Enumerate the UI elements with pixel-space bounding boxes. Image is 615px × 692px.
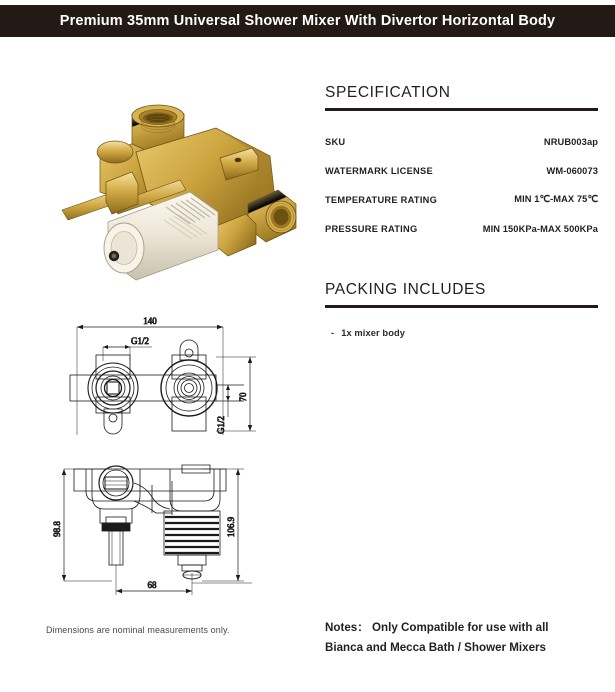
dimension-width-140	[77, 325, 223, 435]
dim-label-98-8: 98.8	[52, 521, 62, 537]
page-title: Premium 35mm Universal Shower Mixer With Divertor Horizontal Body	[59, 13, 556, 29]
spec-label: WATERMARK LICENSE	[325, 165, 433, 176]
dimensions-caption: Dimensions are nominal measurements only.	[46, 625, 230, 635]
table-row	[325, 185, 598, 214]
spec-value: MIN 150KPa-MAX 500KPa	[482, 223, 598, 234]
specification-divider	[325, 108, 598, 111]
notes-line-2: Bianca and Mecca Bath / Shower Mixers	[325, 641, 547, 654]
spec-value: WM-060073	[546, 165, 598, 176]
spec-label: TEMPERATURE RATING	[325, 194, 438, 205]
packing-section	[325, 281, 598, 338]
dim-label-70: 70	[238, 392, 248, 402]
dimension-height-106-9	[202, 469, 244, 581]
spec-label: SKU	[325, 136, 346, 147]
spec-value: NRUB003ap	[543, 136, 598, 147]
list-item	[325, 328, 598, 338]
spec-label: PRESSURE RATING	[325, 223, 418, 234]
specification-section	[325, 84, 598, 243]
spec-value: MIN 1℃-MAX 75℃	[514, 194, 598, 204]
product-photo	[40, 100, 302, 282]
specification-table	[325, 127, 598, 243]
notes-line-1: Notes： Only Compatible for use with all	[325, 621, 549, 634]
packing-divider	[325, 305, 598, 308]
dim-label-68: 68	[147, 580, 157, 590]
valve-circle-left	[88, 363, 138, 434]
dimension-spacing-68	[116, 565, 252, 595]
dim-label-106-9: 106.9	[226, 516, 236, 538]
table-row	[325, 156, 598, 185]
technical-drawing-front-view	[52, 455, 284, 605]
dimension-inlet-g12	[103, 345, 152, 361]
body-outline-front	[74, 465, 226, 523]
notes-block	[325, 618, 605, 658]
dim-label-g12-top: G1/2	[131, 336, 149, 346]
table-row	[325, 214, 598, 243]
specification-heading: SPECIFICATION	[325, 84, 451, 101]
packing-list	[325, 328, 598, 338]
valve-circle-right	[161, 340, 217, 416]
packing-heading: PACKING INCLUDES	[325, 281, 486, 298]
list-dash: -	[331, 328, 335, 338]
dim-label-g12-side: G1/2	[216, 416, 226, 434]
dim-label-140: 140	[143, 316, 157, 326]
technical-drawing-top-view	[52, 305, 284, 455]
page-header	[0, 5, 615, 37]
left-spindle	[99, 466, 133, 565]
right-column	[325, 84, 598, 338]
list-item-label: 1x mixer body	[341, 328, 406, 338]
table-row	[325, 127, 598, 156]
right-cartridge	[164, 511, 220, 579]
